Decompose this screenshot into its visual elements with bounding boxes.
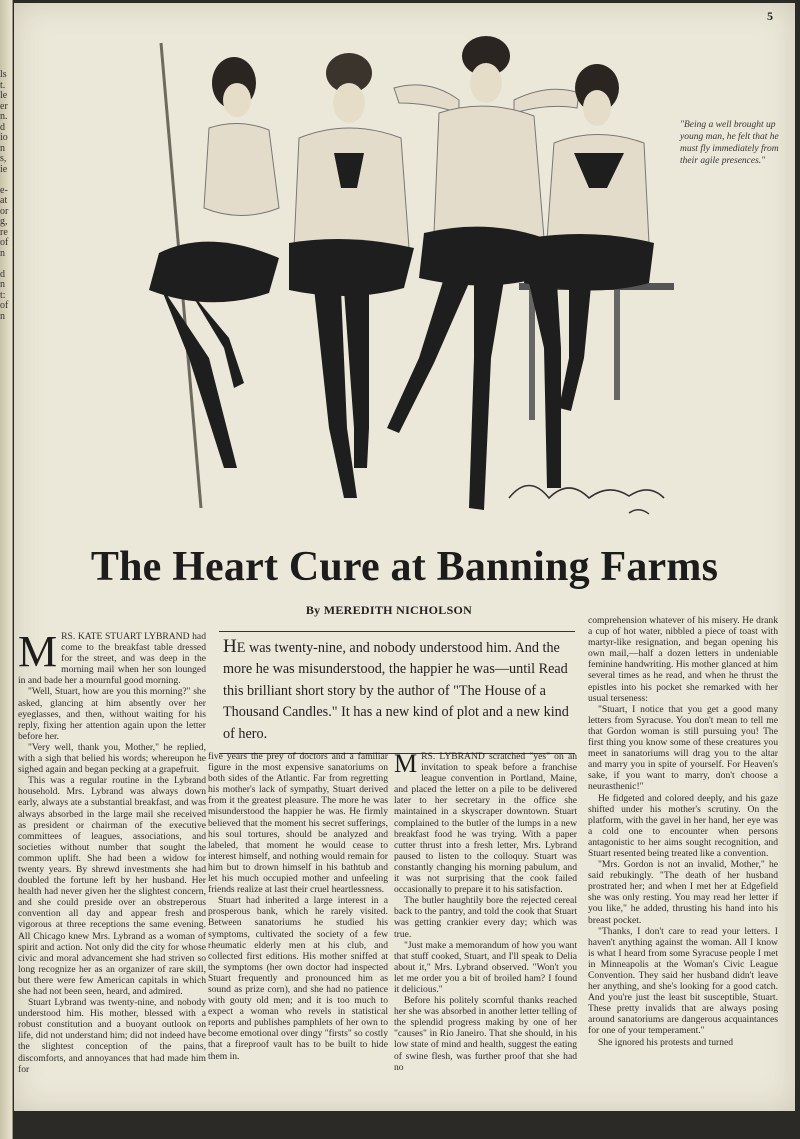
column-3 [394, 751, 577, 1073]
blurb-drop-cap: H [223, 636, 237, 657]
column-4 [588, 615, 778, 1048]
paragraph: "Stuart, I notice that you get a good many letters from Syracuse. You don't mean to tell me that Gordon woman is still pursuing you! The first thing you know some of these creatures you meet in sanatoriums will drag you to the altar and marry you in spite of yourself. For Heaven's sake, if you want to marry, don't choose a neurasthenic!" [588, 703, 778, 793]
paragraph: five years the prey of doctors and a familiar figure in the most expensive sanatoriums on both sides of the Atlantic. Far from regretting his mother's lack of sympathy, Stuart derived from it the greatest pleasure. The more he was misunderstood the happier he was. He firmly believed that the moment his secret sufferings, his soul tortures, should be analyzed and labeled, that moment he would cease to interest himself, and nothing would remain for him but to drown himself in his bathtub and let his much occupied mother and unfeeling friends realize at last their cruel heartlessness. [208, 751, 388, 896]
paragraph: Stuart Lybrand was twenty-nine, and nobody understood him. His mother, blessed with a robust constitution and a buoyant outlook on life, did not understand him; did not indeed have the slightest conception of the pains, discomforts, and annoyances that had made him for [18, 997, 206, 1075]
paragraph: "Mrs. Gordon is not an invalid, Mother," he said rebukingly. "The death of her husband prostrated her; and when I met her at Edgefield she was only resting. You may read her letter if you like," he added, thrusting his hand into his breast pocket. [588, 859, 778, 926]
magazine-page [14, 3, 795, 1111]
paragraph: Stuart had inherited a large interest in a prosperous bank, which he rarely visited. Between sanatoriums he studied his symptoms, cultivated the society of a few rheumatic elderly men at his club, and collected first editions. His mother sniffed at the symptoms (her own doctor had inspected Stuart frequently and pronounced him as sound as prize corn), and she had no patience with gouty old men; and it is too much to expect a woman who revels in statistical reports and publishes pamphlets of her own to become emotional over dingy "firsts" so costly that a fireproof vault has to be built to hide them in. [208, 895, 388, 1062]
paragraph: He fidgeted and colored deeply, and his gaze shifted under his mother's scrutiny. On the platform, with the gavel in her hand, her eye was a cold one to encounter when persons antagonistic to her aims sought recognition, and Stuart resented being treated like a convention. [588, 792, 778, 859]
paragraph: Before his politely scornful thanks reached her she was absorbed in another letter telling of the splendid progress making by one of her "causes" in Rio Janeiro. That she should, in his low state of mind and health, suggest the eating of swine flesh, was further proof that she had no [394, 995, 577, 1073]
adjacent-page-fragments: ls t. le er n. d io n s, ie e- at or g, re of n d n t: of n [0, 70, 9, 322]
drop-cap: M [394, 749, 418, 778]
artist-signature [509, 486, 664, 515]
paragraph: MRS. KATE STUART LYBRAND had come to the breakfast table dressed for the street, and was deep in the morning mail when her son lounged in and bade her a mournful good morning. [18, 627, 206, 687]
story-blurb [219, 631, 575, 754]
drop-cap: M [18, 627, 58, 676]
paragraph: "Just make a memorandum of how you want that stuff cooked, Stuart, and I'll speak to Delia about it," Mrs. Lybrand observed. "Won't you let me order you a bit of broiled ham? I found it delicious." [394, 939, 577, 995]
figure-4 [524, 64, 654, 488]
paragraph: "Thanks, I don't care to read your letters. I haven't anything against the woman. All I know is what I heard from some Syracuse people I met in Minneapolis at the Woman's Civic League Convention. They said her husband didn't leave her anything, and she's looking for a good catch. And you're just the least bit susceptible, Stuart. These pretty invalids that are always posing around sanatoriums are dangerous acquaintances for one of your temperament." [588, 925, 778, 1037]
blurb-text: E was twenty-nine, and nobody understood him. And the more he was misunderstood, the happier he was—until Read this brilliant short story by the author of "The House of a Thousand Candles." It has a new kind of plot and a new kind of hero. [223, 640, 569, 742]
paragraph: The butler haughtily bore the rejected cereal back to the pantry, and told the cook that Stuart was getting crankier every day; which was true. [394, 895, 577, 940]
column-2 [208, 751, 388, 1062]
adjacent-page-strip [0, 0, 13, 1139]
paragraph: "Very well, thank you, Mother," he replied, with a sigh that belied his words; whereupon he sighed again and began pecking at a grapefruit. [18, 741, 206, 776]
paragraph: She ignored his protests and turned [598, 1036, 734, 1048]
article-title: The Heart Cure at Banning Farms [90, 544, 719, 590]
paragraph: comprehension whatever of his misery. He drank a cup of hot water, nibbled a piece of toast with martyr-like resignation, and began opening his own mail,—half a dozen letters in undeniable feminine handwriting. His mother glanced at him several times as he read, and when he thrust the epistles into his pocket she remarked with her usual terseness: [588, 615, 778, 704]
paragraph: This was a regular routine in the Lybrand household. Mrs. Lybrand was always down early, always ate a substantial breakfast, and was always absorbed in the large mail she received as president or chairman of the executive committees of leagues, associations, and societies without number that sought the common uplift. She had been a widow for twenty years. By shrewd investments she had doubled the fortune left by her husband. Her health had never given her the slightest concern, and she could preside over an obstreperous convention all day and appear fresh and vigorous at three receptions the same evening. All Chicago knew Mrs. Lybrand as a woman of spirit and action. Not only did the city for whose civic and moral advancement she had striven so long recognize her as an organizer of rare skill, but there were few American capitals in which she had not been seen, heard, and admired. [18, 775, 206, 997]
paragraph: "Well, Stuart, how are you this morning?" she asked, glancing at him absently over her eyeglasses, and then, without waiting for his reply, fixing her attention again upon the letter before her. [18, 686, 206, 742]
illustration-four-women-on-bench [129, 28, 689, 528]
page-number: 5 [767, 9, 773, 23]
column-1 [18, 627, 206, 1075]
article-byline: By MEREDITH NICHOLSON [305, 603, 473, 617]
illustration-caption: "Being a well brought up young man, he felt that he must fly immediately from their agile presences." [680, 120, 779, 166]
paragraph: MRS. LYBRAND scratched "yes" on an invitation to speak before a franchise league convention in Portland, Maine, and placed the letter on a pile to be delivered later to her secretary in the office she maintained in a skyscraper downtown. Stuart complained to the butler of the lumps in a new breakfast food he was trying. With a paper cutter thrust into a fresh letter, Mrs. Lybrand paused to listen to the colloquy. Stuart was constantly changing his morning pabulum, and it was not surprising that the cook failed occasionally to prepare it to his satisfaction. [394, 749, 577, 896]
